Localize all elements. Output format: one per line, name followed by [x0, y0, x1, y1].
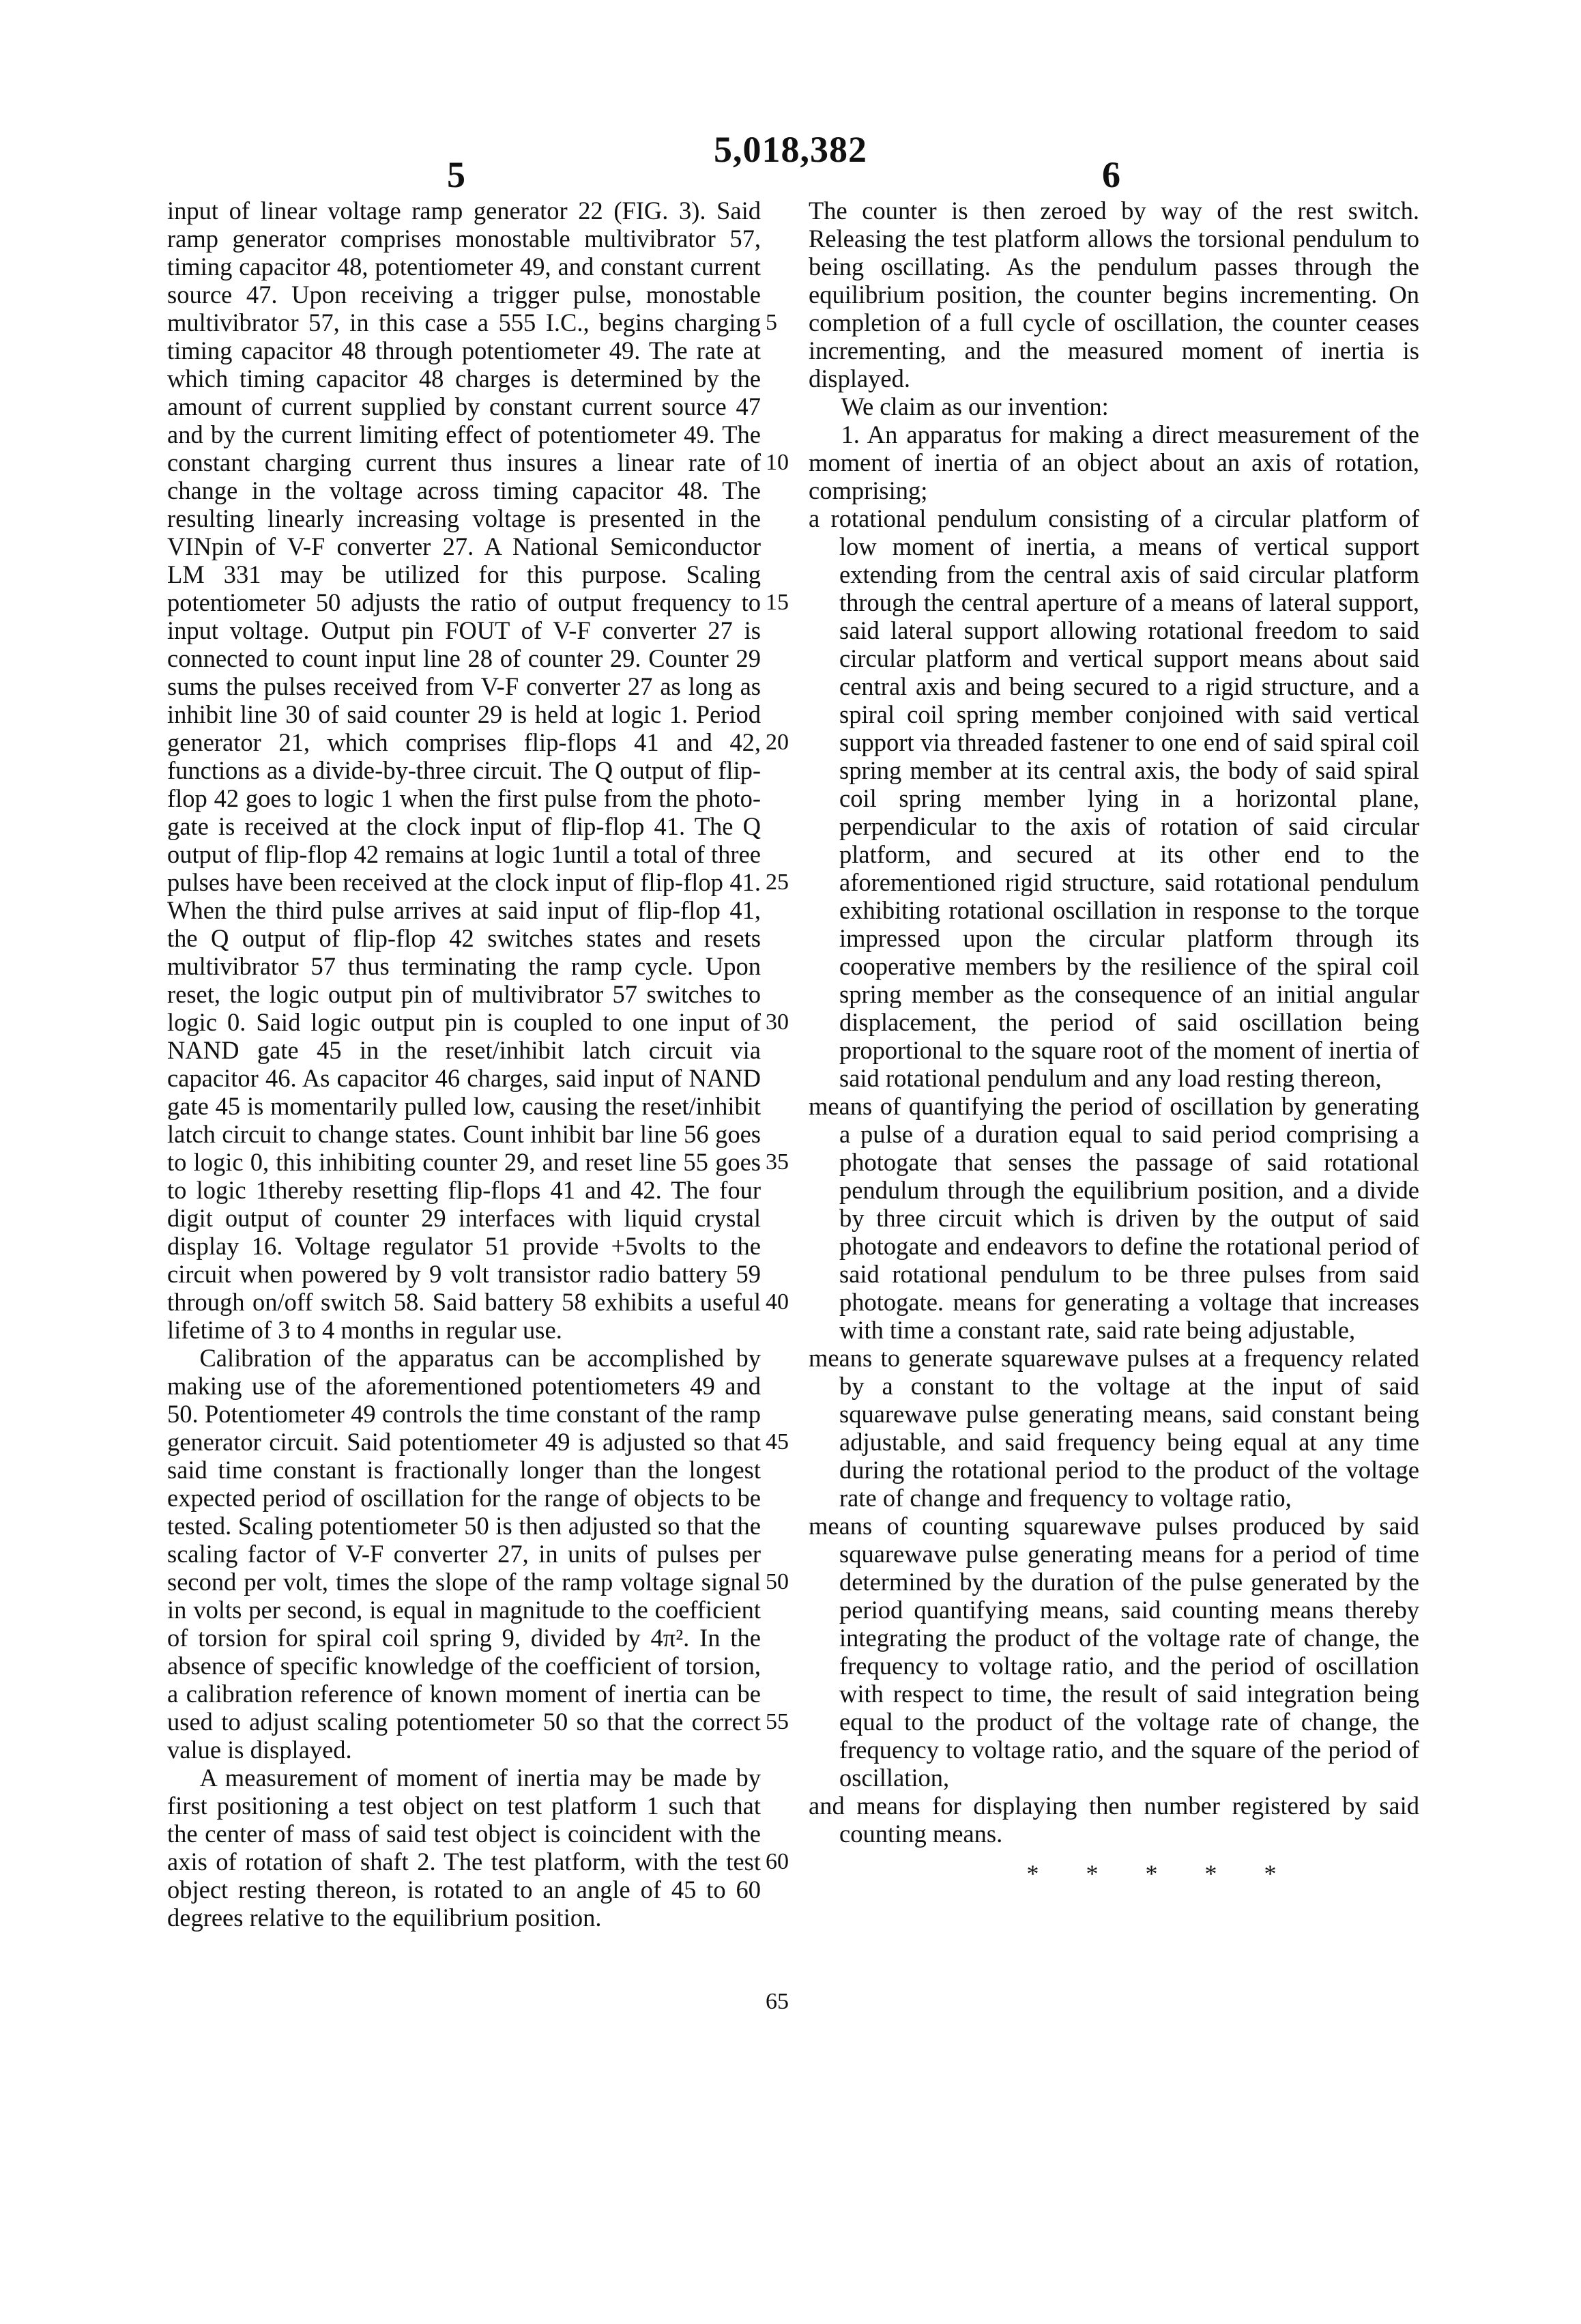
line-number: 30 — [766, 1009, 789, 1035]
claim-1-element-squarewave-means: means to generate squarewave pulses at a frequency related by a constant to the voltage at the input of said squarewave pulse generating means, said constant being adjustable, and said frequency being equal at any time during the rotational period to the product of the voltage rate of change and frequency to voltage ratio, — [809, 1344, 1419, 1512]
claim-1-element-display-means: and means for displaying then number registered by said counting means. — [809, 1792, 1419, 1848]
line-number: 65 — [766, 1989, 789, 2014]
right-page-number: 6 — [1102, 154, 1120, 195]
claim-1-element-pendulum: a rotational pendulum consisting of a circular platform of low moment of inertia, a means of vertical support extending from the central axis of said circular platform through the central aperture of a means of lateral support, said lateral support allowing rotational freedom to said circular platform and vertical support means about said central axis and being secured to a rigid structure, and a spiral coil spring member conjoined with said vertical support via threaded fastener to one end of said spiral coil spring member at its central axis, the body of said spiral coil spring member lying in a horizontal plane, perpendicular to the axis of rotation of said circular platform, and secured at its other end to the aforementioned rigid structure, said rotational pendulum exhibiting rotational oscillation in response to the torque impressed upon the circular platform through its cooperative members by the resilience of the spiral coil spring member as the consequence of an initial angular displacement, the period of said oscillation being proportional to the square root of the moment of inertia of said rotational pendulum and any load resting thereon, — [809, 504, 1419, 1092]
left-column — [167, 197, 761, 1932]
line-number: 25 — [766, 870, 789, 895]
line-number: 40 — [766, 1289, 789, 1315]
line-number: 45 — [766, 1429, 789, 1454]
left-paragraph-3: A measurement of moment of inertia may be made by first positioning a test object on test platform 1 such that the center of mass of said test object is coincident with the axis of rotation of shaft 2. The test platform, with the test object resting thereon, is rotated to an angle of 45 to 60 degrees relative to the equilibrium position. — [167, 1764, 761, 1932]
line-number: 20 — [766, 730, 789, 755]
line-number: 5 — [766, 310, 777, 335]
left-paragraph-1: input of linear voltage ramp generator 22 (FIG. 3). Said ramp generator comprises monostable multivibrator 57, timing capacitor 48, potentiometer 49, and constant current source 47. Upon receiving a trigger pulse, monostable multivibrator 57, in this case a 555 I.C., begins charging timing capacitor 48 through potentiometer 49. The rate at which timing capacitor 48 charges is determined by the amount of current supplied by constant current source 47 and by the current limiting effect of potentiometer 49. The constant charging current thus insures a linear rate of change in the voltage across timing capacitor 48. The resulting linearly increasing voltage is presented in the VINpin of V-F converter 27. A National Semiconductor LM 331 may be utilized for this purpose. Scaling potentiometer 50 adjusts the ratio of output frequency to input voltage. Output pin FOUT of V-F converter 27 is connected to count input line 28 of counter 29. Counter 29 sums the pulses received from V-F converter 27 as long as inhibit line 30 of said counter 29 is held at logic 1. Period generator 21, which comprises flip-flops 41 and 42, functions as a divide-by-three circuit. The Q output of flip-flop 42 goes to logic 1 when the first pulse from the photo-gate is received at the clock input of flip-flop 41. The Q output of flip-flop 42 remains at logic 1until a total of three pulses have been received at the clock input of flip-flop 41. When the third pulse arrives at said input of flip-flop 41, the Q output of flip-flop 42 switches states and resets multivibrator 57 thus terminating the ramp cycle. Upon reset, the logic output pin of multivibrator 57 switches to logic 0. Said logic output pin is coupled to one input of NAND gate 45 in the reset/inhibit latch circuit via capacitor 46. As capacitor 46 charges, said input of NAND gate 45 is momentarily pulled low, causing the reset/inhibit latch circuit to change states. Count inhibit bar line 56 goes to logic 0, this inhibiting counter 29, and reset line 55 goes to logic 1thereby resetting flip-flops 41 and 42. The four digit output of counter 29 interfaces with liquid crystal display 16. Voltage regulator 51 provide +5volts to the circuit when powered by 9 volt transistor radio battery 59 through on/off switch 58. Said battery 58 exhibits a useful lifetime of 3 to 4 months in regular use. — [167, 197, 761, 1344]
claim-1-element-counting-means: means of counting squarewave pulses produced by said squarewave pulse generating means for a period of time determined by the duration of the pulse generated by the period quantifying means, said counting means thereby integrating the product of the voltage rate of change, the frequency to voltage ratio, and the period of oscillation with respect to time, the result of said integration being equal to the product of the voltage rate of change, the frequency to voltage ratio, and the square of the period of oscillation, — [809, 1512, 1419, 1792]
line-number: 50 — [766, 1569, 789, 1594]
line-number: 10 — [766, 450, 789, 475]
line-number: 35 — [766, 1149, 789, 1175]
left-page-number: 5 — [447, 154, 465, 195]
left-paragraph-2: Calibration of the apparatus can be accomplished by making use of the aforementioned potentiometers 49 and 50. Potentiometer 49 controls the time constant of the ramp generator circuit. Said potentiometer 49 is adjusted so that said time constant is fractionally longer than the longest expected period of oscillation for the range of objects to be tested. Scaling potentiometer 50 is then adjusted so that the scaling factor of V-F converter 27, in units of pulses per second per volt, times the slope of the ramp voltage signal in volts per second, is equal in magnitude to the coefficient of torsion for spiral coil spring 9, divided by 4π². In the absence of specific knowledge of the coefficient of torsion, a calibration reference of known moment of inertia can be used to adjust scaling potentiometer 50 so that the correct value is displayed. — [167, 1344, 761, 1764]
claim-1-preamble: 1. An apparatus for making a direct measurement of the moment of inertia of an object about an axis of rotation, comprising; — [809, 420, 1419, 504]
end-of-document-mark: * * * * * — [1026, 1860, 1297, 1887]
line-number: 55 — [766, 1709, 789, 1734]
claims-intro: We claim as our invention: — [841, 392, 1109, 420]
line-number: 15 — [766, 590, 789, 615]
right-column — [809, 197, 1419, 1888]
claim-1-element-period-means: means of quantifying the period of oscillation by generating a pulse of a duration equal to said period comprising a photogate that senses the passage of said rotational pendulum through the equilibrium position, and a divide by three circuit which is driven by the output of said photogate and endeavors to define the rotational period of said rotational pendulum to be three pulses from said photogate. means for generating a voltage that increases with time a constant rate, said rate being adjustable, — [809, 1092, 1419, 1344]
line-number: 60 — [766, 1849, 789, 1874]
right-paragraph-1: The counter is then zeroed by way of the rest switch. Releasing the test platform allows the torsional pendulum to being oscillating. As the pendulum passes through the equilibrium position, the counter begins incrementing. On completion of a full cycle of oscillation, the counter ceases incrementing, and the measured moment of inertia is displayed. — [809, 197, 1419, 392]
patent-number: 5,018,382 — [714, 129, 867, 170]
